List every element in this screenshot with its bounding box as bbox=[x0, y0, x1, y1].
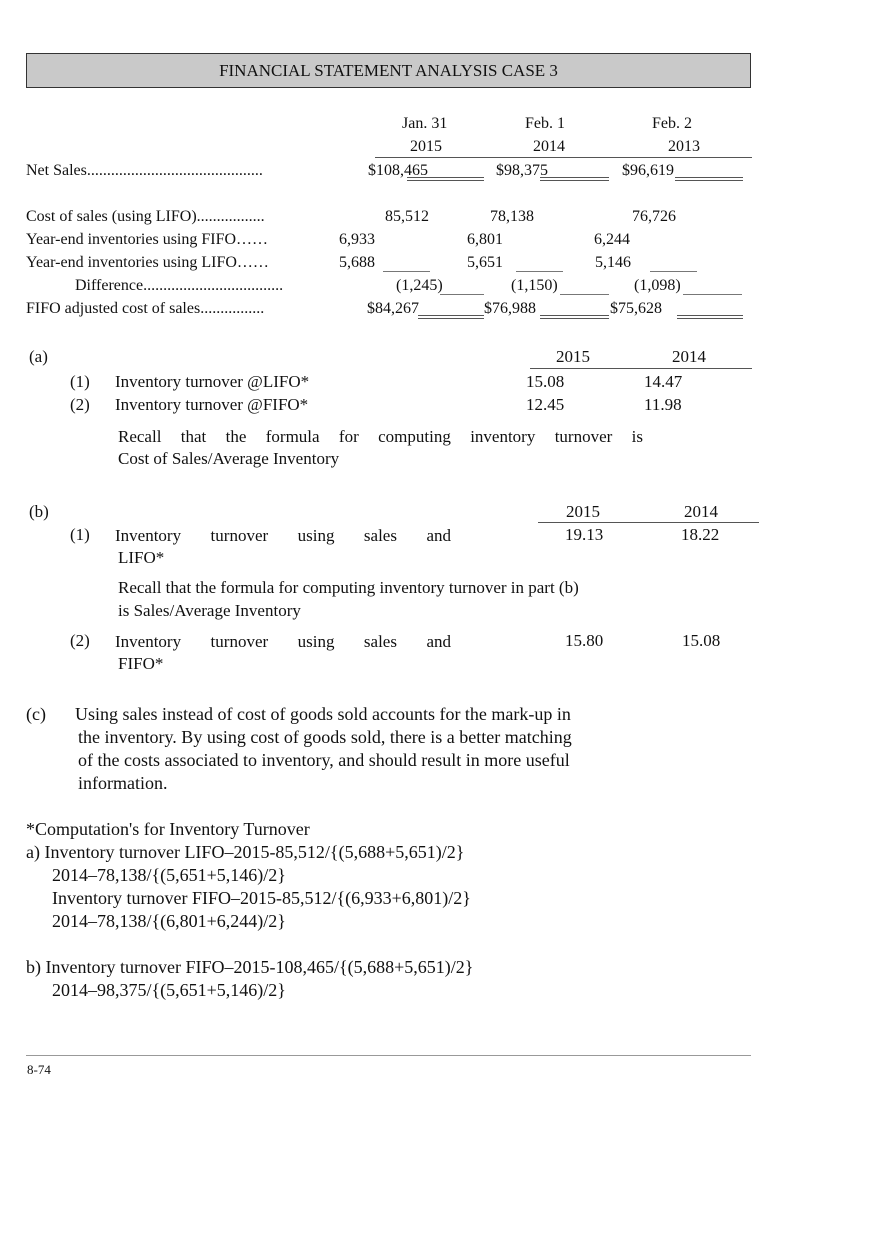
computations-heading: *Computation's for Inventory Turnover bbox=[26, 819, 310, 839]
cell: $84,267 bbox=[367, 300, 419, 317]
recall-note: Cost of Sales/Average Inventory bbox=[118, 449, 340, 468]
cell: (1,150) bbox=[511, 277, 558, 294]
value: 12.45 bbox=[526, 395, 565, 414]
row-label-difference: Difference................................... bbox=[75, 277, 284, 294]
part-c-line: the inventory. By using cost of goods sold, there is a better matching bbox=[78, 727, 572, 747]
computation-line: a) Inventory turnover LIFO–2015-85,512/{(5,688+5,651)/2} bbox=[26, 842, 465, 862]
part-c-label: (c) bbox=[26, 704, 46, 724]
recall-note: is Sales/Average Inventory bbox=[118, 601, 301, 620]
row-label-fifo-adjusted: FIFO adjusted cost of sales................ bbox=[26, 300, 265, 317]
item-text: Inventory turnover @FIFO* bbox=[115, 395, 309, 414]
row-label-cost-of-sales: Cost of sales (using LIFO)................. bbox=[26, 208, 265, 225]
item-number: (2) bbox=[70, 395, 90, 414]
cell: 78,138 bbox=[490, 208, 534, 225]
double-underline bbox=[675, 177, 743, 181]
double-underline bbox=[540, 315, 609, 319]
value: 18.22 bbox=[681, 525, 720, 544]
recall-note: Recall that the formula for computing inventory turnover is bbox=[118, 427, 643, 446]
cell: 6,244 bbox=[594, 231, 630, 248]
double-underline bbox=[540, 177, 609, 181]
col-year-1: 2015 bbox=[410, 138, 442, 155]
cell: 6,933 bbox=[339, 231, 375, 248]
computation-line: 2014–78,138/{(5,651+5,146)/2} bbox=[52, 865, 286, 885]
item-number: (1) bbox=[70, 372, 90, 391]
col-year-2: 2014 bbox=[533, 138, 565, 155]
cell: 85,512 bbox=[385, 208, 429, 225]
item-text: FIFO* bbox=[118, 654, 164, 673]
part-c-line: Using sales instead of cost of goods sold accounts for the mark-up in bbox=[75, 704, 571, 724]
cell: 6,801 bbox=[467, 231, 503, 248]
col-date-2: Feb. 1 bbox=[525, 115, 565, 132]
item-text: Inventory turnover using sales and bbox=[115, 526, 451, 545]
cell: $76,988 bbox=[484, 300, 536, 317]
footer-rule bbox=[26, 1055, 751, 1056]
header-rule bbox=[375, 157, 752, 158]
item-number: (2) bbox=[70, 631, 90, 650]
cell: 5,688 bbox=[339, 254, 375, 271]
part-a-year-2: 2014 bbox=[672, 347, 706, 366]
cell: $75,628 bbox=[610, 300, 662, 317]
page-number: 8-74 bbox=[27, 1062, 51, 1077]
underline bbox=[650, 271, 697, 272]
row-label-net-sales: Net Sales............................................ bbox=[26, 162, 263, 179]
computation-line: 2014–98,375/{(5,651+5,146)/2} bbox=[52, 980, 286, 1000]
page-title: FINANCIAL STATEMENT ANALYSIS CASE 3 bbox=[26, 53, 751, 88]
double-underline bbox=[418, 315, 484, 319]
item-text: LIFO* bbox=[118, 548, 165, 567]
cell: (1,245) bbox=[396, 277, 443, 294]
part-b-label: (b) bbox=[29, 502, 49, 521]
cell: $98,375 bbox=[496, 162, 548, 179]
part-b-year-1: 2015 bbox=[566, 502, 600, 521]
part-a-label: (a) bbox=[29, 347, 48, 366]
underline bbox=[683, 294, 742, 295]
computation-line: 2014–78,138/{(6,801+6,244)/2} bbox=[52, 911, 286, 931]
computation-line: b) Inventory turnover FIFO–2015-108,465/{(5,688+5,651)/2} bbox=[26, 957, 474, 977]
double-underline bbox=[677, 315, 743, 319]
double-underline bbox=[407, 177, 484, 181]
item-text: Inventory turnover using sales and bbox=[115, 632, 451, 651]
row-label-lifo-inventory: Year-end inventories using LIFO…… bbox=[26, 254, 269, 271]
row-label-fifo-inventory: Year-end inventories using FIFO…… bbox=[26, 231, 269, 248]
cell: $96,619 bbox=[622, 162, 674, 179]
value: 15.08 bbox=[682, 631, 721, 650]
value: 15.80 bbox=[565, 631, 604, 650]
part-a-year-1: 2015 bbox=[556, 347, 590, 366]
item-number: (1) bbox=[70, 525, 90, 544]
value: 14.47 bbox=[644, 372, 683, 391]
part-c-line: information. bbox=[78, 773, 168, 793]
item-text: Inventory turnover @LIFO* bbox=[115, 372, 310, 391]
col-date-3: Feb. 2 bbox=[652, 115, 692, 132]
cell: 5,146 bbox=[595, 254, 631, 271]
cell: $108,465 bbox=[368, 162, 428, 179]
value: 15.08 bbox=[526, 372, 565, 391]
cell: 5,651 bbox=[467, 254, 503, 271]
cell: (1,098) bbox=[634, 277, 681, 294]
col-date-1: Jan. 31 bbox=[402, 115, 448, 132]
computation-line: Inventory turnover FIFO–2015-85,512/{(6,933+6,801)/2} bbox=[52, 888, 471, 908]
value: 11.98 bbox=[644, 395, 682, 414]
part-b-year-2: 2014 bbox=[684, 502, 718, 521]
part-c-line: of the costs associated to inventory, and should result in more useful bbox=[78, 750, 570, 770]
underline bbox=[440, 294, 484, 295]
recall-note: Recall that the formula for computing inventory turnover in part (b) bbox=[118, 578, 579, 597]
part-b-rule bbox=[538, 522, 759, 523]
underline bbox=[383, 271, 430, 272]
underline bbox=[560, 294, 609, 295]
underline bbox=[516, 271, 563, 272]
value: 19.13 bbox=[565, 525, 604, 544]
part-a-rule bbox=[530, 368, 752, 369]
col-year-3: 2013 bbox=[668, 138, 700, 155]
cell: 76,726 bbox=[632, 208, 676, 225]
